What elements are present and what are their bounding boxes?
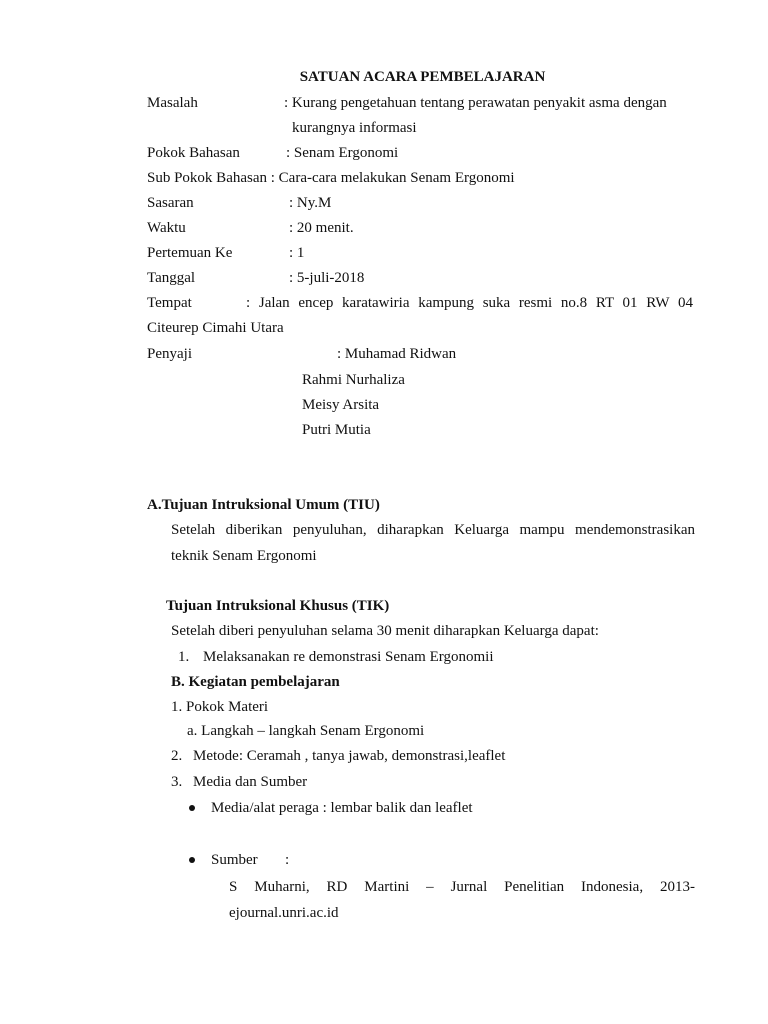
pokok-bahasan-label: Pokok Bahasan — [147, 145, 240, 161]
langkah-item: a. Langkah – langkah Senam Ergonomi — [187, 723, 425, 739]
tik-text: Setelah diberi penyuluhan selama 30 menit diharapkan Keluarga dapat: — [171, 623, 599, 639]
tempat-value: : Jalan encep karatawiria kampung suka resmi no.8 RT 01 RW 04 — [246, 295, 693, 311]
sumber-label: Sumber — [211, 852, 258, 868]
tiu-text-cont: teknik Senam Ergonomi — [171, 548, 317, 564]
tempat-value-cont: Citeurep Cimahi Utara — [147, 320, 284, 336]
masalah-value-cont: kurangnya informasi — [292, 120, 417, 136]
penyaji-name: Meisy Arsita — [302, 397, 380, 413]
tanggal-value: : 5-juli-2018 — [289, 270, 365, 286]
pokok-materi: 1. Pokok Materi — [171, 699, 269, 715]
penyaji-label: Penyaji — [147, 346, 192, 362]
tiu-heading: A.Tujuan Intruksional Umum (TIU) — [147, 497, 380, 513]
waktu-value: : 20 menit. — [289, 220, 354, 236]
media-alat-peraga: Media/alat peraga : lembar balik dan leaflet — [211, 800, 473, 816]
tik-item-text: Melaksanakan re demonstrasi Senam Ergonomii — [203, 649, 494, 665]
bullet-icon — [189, 857, 195, 863]
masalah-label: Masalah — [147, 95, 198, 111]
penyaji-name: Rahmi Nurhaliza — [302, 372, 405, 388]
kegiatan-heading: B. Kegiatan pembelajaran — [171, 674, 340, 690]
sumber-colon: : — [285, 852, 290, 868]
tik-item-number: 1. — [178, 649, 190, 665]
tik-heading: Tujuan Intruksional Khusus (TIK) — [166, 598, 390, 614]
bullet-icon — [189, 805, 195, 811]
sasaran-value: : Ny.M — [289, 195, 332, 211]
sub-pokok-bahasan: Sub Pokok Bahasan : Cara-cara melakukan Senam Ergonomi — [147, 170, 515, 186]
metode-text: Metode: Ceramah , tanya jawab, demonstrasi,leaflet — [193, 748, 506, 764]
pertemuan-value: : 1 — [289, 245, 305, 261]
masalah-value: : Kurang pengetahuan tentang perawatan penyakit asma dengan — [284, 95, 667, 111]
tiu-text: Setelah diberikan penyuluhan, diharapkan Keluarga mampu mendemonstrasikan — [171, 522, 695, 538]
penyaji-name: Putri Mutia — [302, 422, 371, 438]
media-number: 3. — [171, 774, 183, 790]
metode-number: 2. — [171, 748, 183, 764]
penyaji-name: : Muhamad Ridwan — [337, 346, 457, 362]
tempat-label: Tempat — [147, 295, 192, 311]
tanggal-label: Tanggal — [147, 270, 196, 286]
waktu-label: Waktu — [147, 220, 186, 236]
sumber-reference-cont: ejournal.unri.ac.id — [229, 905, 339, 921]
pertemuan-label: Pertemuan Ke — [147, 245, 233, 261]
sasaran-label: Sasaran — [147, 195, 194, 211]
media-text: Media dan Sumber — [193, 774, 308, 790]
document-title: SATUAN ACARA PEMBELAJARAN — [299, 69, 546, 85]
pokok-bahasan-value: : Senam Ergonomi — [286, 145, 399, 161]
sumber-reference: S Muharni, RD Martini – Jurnal Penelitian Indonesia, 2013- — [229, 879, 695, 895]
